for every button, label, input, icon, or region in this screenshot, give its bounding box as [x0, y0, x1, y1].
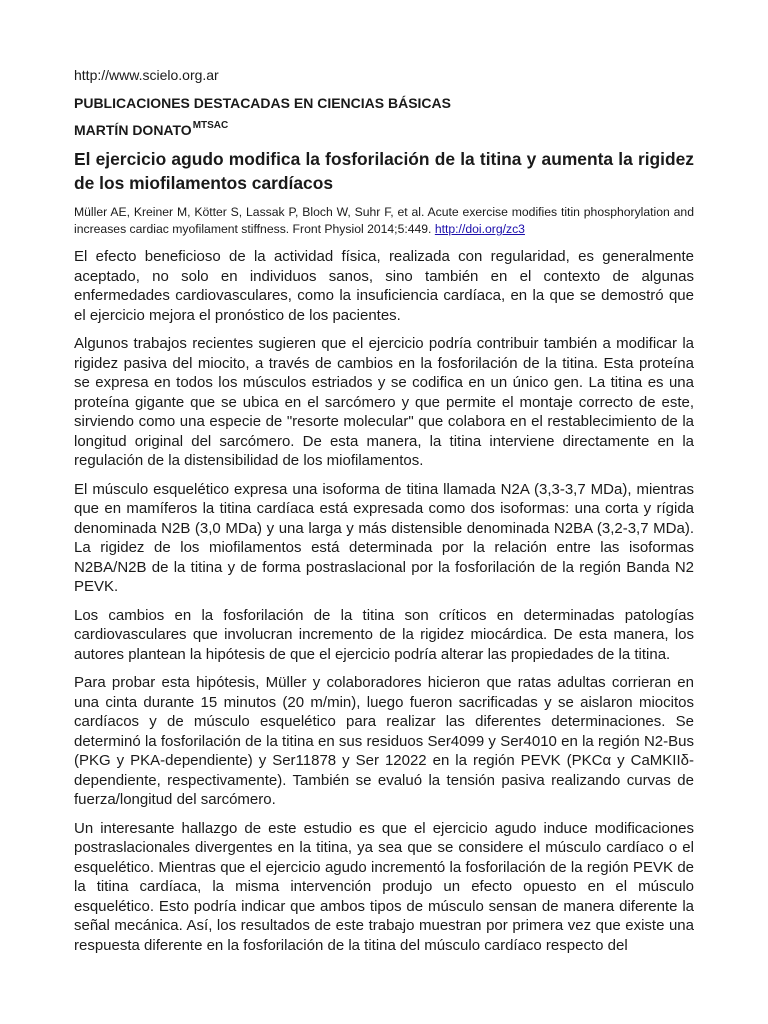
paragraph-5: Para probar esta hipótesis, Müller y colaboradores hicieron que ratas adultas corrieran en una cinta durante 15 minutos (20 m/min), luego fueron sacrificadas y se aislaron miocitos cardíacos y de músculo esquelético para realizar las diferentes determinaciones. Se determinó la fosforilación de la titina en sus residuos Ser4099 y Ser4010 en la región N2-Bus (PKG y PKA-dependiente) y Ser11878 y Ser 12022 en la región PEVK (PKCα y CaMKIIδ-dependiente, respectivamente). También se evaluó la tensión pasiva realizando curvas de fuerza/longitud del sarcómero. [74, 674, 694, 808]
paragraph-6: Un interesante hallazgo de este estudio es que el ejercicio agudo induce modificaciones postraslacionales divergentes en la titina, ya sea que se considere el músculo cardíaco o el esquelético. Mientras que el ejercicio agudo incrementó la fosforilación de la región PEVK de la titina cardíaca, la misma intervención produjo un efecto opuesto en el músculo esquelético. Esto podría indicar que ambos tipos de músculo sensan de manera diferente la señal mecánica. Así, los resultados de este trabajo muestran por primera vez que existe una respuesta diferente en la fosforilación de la titina del músculo cardíaco respecto del [74, 819, 694, 954]
paragraph-1: El efecto beneficioso de la actividad física, realizada con regularidad, es generalmente aceptado, no solo en individuos sanos, sino también en el contexto de algunas enfermedades cardiovasculares, como la insuficiencia cardíaca, en la que se demostró que el ejercicio mejora el pronóstico de los pacientes. [74, 248, 694, 324]
paragraph-3: El músculo esquelético expresa una isoforma de titina llamada N2A (3,3-3,7 MDa), mientras que en mamíferos la titina cardíaca está expresada como dos isoformas: una corta y rígida denominada N2B (3,0 MDa) y una larga y más distensible denominada N2BA (3,2-3,7 MDa). La rigidez de los miofilamentos está determinada por la relación entre las isoformas N2BA/N2B de la titina y de forma postraslacional por la fosforilación de la región Banda N2 PEVK. [74, 480, 694, 595]
paragraph-4: Los cambios en la fosforilación de la titina son críticos en determinadas patologías cardiovasculares que involucran incremento de la rigidez miocárdica. De esta manera, los autores plantean la hipótesis de que el ejercicio podría alterar las propiedades de la titina. [74, 606, 694, 663]
paragraph-2: Algunos trabajos recientes sugieren que el ejercicio podría contribuir también a modificar la rigidez pasiva del miocito, a través de cambios en la fosforilación de la titina. Esta proteína se expresa en todos los músculos estriados y se codifica en un único gen. La titina es una proteína gigante que se ubica en el sarcómero y que permite el montaje correcto de este, sirviendo como una especie de "resorte molecular" que colabora en el restablecimiento de la longitud original del sarcómero. De esta manera, la titina interviene directamente en la regulación de la distensibilidad de los miofilamentos. [74, 335, 694, 469]
section-title: PUBLICACIONES DESTACADAS EN CIENCIAS BÁSICAS [74, 95, 451, 111]
author-credential: MTSAC [192, 120, 229, 131]
doi-link[interactable]: http://doi.org/zc3 [434, 222, 525, 236]
citation-text: Müller AE, Kreiner M, Kötter S, Lassak P, Bloch W, Suhr F, et al. Acute exercise modifies titin phosphorylation and increases cardiac myofilament stiffness. Front Physiol 2014;5:449. [74, 205, 694, 236]
article-title: El ejercicio agudo modifica la fosforilación de la titina y aumenta la rigidez de los miofilamentos cardíacos [74, 149, 694, 193]
article-citation [74, 204, 694, 238]
document-content [74, 64, 694, 964]
author-name: MARTÍN DONATO [74, 122, 192, 138]
author-line [74, 120, 694, 143]
source-url: http://www.scielo.org.ar [74, 67, 219, 83]
